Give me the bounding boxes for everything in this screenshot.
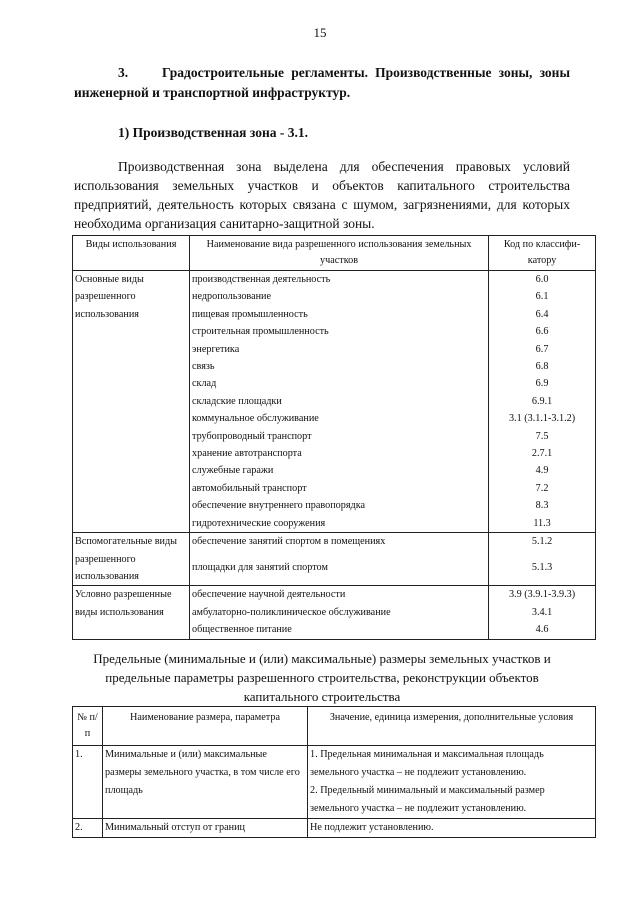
param-name: Минимальные и (или) максимальные размеры земельного участка, в том числе его площадь (103, 746, 308, 819)
param-name: Минимальный отступ от границ (103, 819, 308, 838)
params-title: Предельные (минимальные и (или) максимальные) размеры земельных участков и предельные параметры разрешенного строительства, реконструкции объектов капитального строительства (93, 651, 551, 704)
use-name: складские площадки (190, 393, 489, 410)
use-code: 6.6 (489, 323, 596, 340)
use-name: строительная промышленность (190, 323, 489, 340)
use-code: 8.3 (489, 497, 596, 514)
use-name: обеспечение занятий спортом в помещениях (190, 533, 489, 560)
use-category: Вспомогательные виды разрешенного использования (73, 533, 190, 586)
param-value-line: Не подлежит установлению. (310, 822, 434, 833)
use-code: 7.2 (489, 480, 596, 497)
parameters-table (72, 706, 596, 838)
zone-heading: 1) Производственная зона - 3.1. (118, 125, 308, 140)
intro-paragraph: Производственная зона выделена для обеспечения правовых условий использования земельных участков и объектов капитального строительства предприятий, деятельность которых связана с шумом, загрязнениями, для которых необходима организация санитарно-защитной зоны. (74, 159, 570, 231)
param-value-line: 1. Предельная минимальная и максимальная площадь земельного участка – не подлежит установлению. (310, 749, 544, 778)
use-code: 3.4.1 (489, 604, 596, 621)
use-code: 6.0 (489, 271, 596, 289)
col-header-code: Код по классифи-катору (489, 236, 596, 271)
use-code: 6.1 (489, 288, 596, 305)
use-name: гидротехнические сооружения (190, 515, 489, 533)
param-value (308, 819, 596, 838)
use-name: производственная деятельность (190, 271, 489, 289)
use-code: 6.7 (489, 341, 596, 358)
use-name: хранение автотранспорта (190, 445, 489, 462)
use-code: 3.1 (3.1.1-3.1.2) (489, 410, 596, 427)
use-name: недропользование (190, 288, 489, 305)
uses-table-body (73, 271, 596, 640)
use-name: обеспечение научной деятельности (190, 586, 489, 604)
table-row (73, 819, 596, 838)
page-number: 15 (313, 25, 327, 40)
use-name: связь (190, 358, 489, 375)
table-row (73, 746, 596, 819)
use-category: Условно разрешенные виды использования (73, 586, 190, 639)
use-code: 6.9 (489, 375, 596, 392)
use-name: склад (190, 375, 489, 392)
col-header-type: Виды использования (73, 236, 190, 271)
use-code: 6.4 (489, 306, 596, 323)
use-code: 3.9 (3.9.1-3.9.3) (489, 586, 596, 604)
col-header-name: Наименование вида разрешенного использования земельных участков (190, 236, 489, 271)
section-number: 3. (118, 65, 129, 80)
table-row (73, 586, 596, 604)
param-number: 1. (73, 746, 103, 819)
use-name: общественное питание (190, 621, 489, 639)
param-value (308, 746, 596, 819)
use-code: 6.9.1 (489, 393, 596, 410)
section-title: Градостроительные регламенты. Производственные зоны, зоны инженерной и транспортной инфраструктур. (74, 65, 570, 100)
use-name: энергетика (190, 341, 489, 358)
use-name: автомобильный транспорт (190, 480, 489, 497)
param-number: 2. (73, 819, 103, 838)
use-code: 5.1.2 (489, 533, 596, 560)
table-row (73, 271, 596, 289)
use-code: 2.7.1 (489, 445, 596, 462)
use-name: площадки для занятий спортом (190, 559, 489, 585)
col-header-num: № п/п (73, 707, 103, 746)
use-code: 7.5 (489, 428, 596, 445)
param-value-line: 2. Предельный минимальный и максимальный размер земельного участка – не подлежит установлению. (310, 785, 545, 814)
use-category: Основные виды разрешенного использования (73, 271, 190, 533)
permitted-uses-table (72, 235, 596, 640)
use-name: обеспечение внутреннего правопорядка (190, 497, 489, 514)
col-header-param: Наименование размера, параметра (103, 707, 308, 746)
use-code: 11.3 (489, 515, 596, 533)
use-name: трубопроводный транспорт (190, 428, 489, 445)
section-heading (74, 63, 570, 103)
table-row (73, 533, 596, 560)
col-header-value: Значение, единица измерения, дополнительные условия (308, 707, 596, 746)
use-code: 6.8 (489, 358, 596, 375)
use-code: 5.1.3 (489, 559, 596, 585)
use-code: 4.6 (489, 621, 596, 639)
use-code: 4.9 (489, 462, 596, 479)
params-table-body (73, 746, 596, 838)
use-name: амбулаторно-поликлиническое обслуживание (190, 604, 489, 621)
use-name: служебные гаражи (190, 462, 489, 479)
use-name: пищевая промышленность (190, 306, 489, 323)
use-name: коммунальное обслуживание (190, 410, 489, 427)
